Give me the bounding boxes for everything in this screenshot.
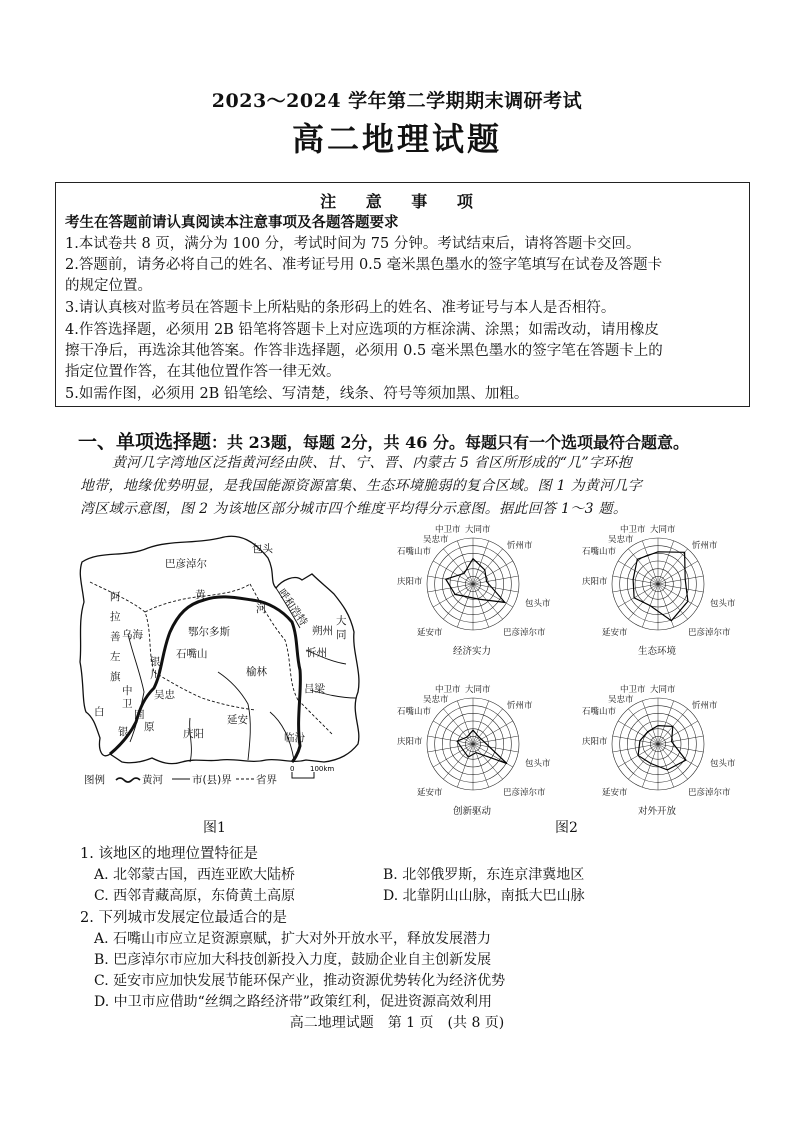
question-option: B. 巴彦淖尔市应加大科技创新投入力度，鼓励企业自主创新发展 [94,952,492,968]
radar-city-label: 忻州市 [692,541,718,551]
figure1-caption: 图1 [203,820,226,836]
map-label-qingyang: 庆阳 [183,728,204,740]
radar-grid [612,538,704,630]
radar-city-label: 延安市 [417,788,443,798]
radar-city-label: 庆阳市 [582,737,608,747]
notice-line: 擦干净后，再选涂其他答案。作答非选择题，必须用 0.5 毫米黑色墨水的签字笔在答题卡上的 [65,343,663,359]
radar-panel-openness [580,682,775,822]
question-option: C. 延安市应加快发展节能环保产业，推动资源优势转化为经济优势 [94,973,506,989]
map-label-shuozhou: 朔州 [312,625,333,637]
radar-city-label: 吴忠市 [608,535,634,545]
map-label-alashan: 阿 [110,591,121,603]
radar-city-label: 吴忠市 [423,535,449,545]
radar-city-label: 巴彦淖尔市 [688,788,731,798]
notice-line: 1.本试卷共 8 页，满分为 100 分，考试时间为 75 分钟。考试结束后，请将答题卡交回。 [65,236,641,252]
map-label-guyuan: 原 [144,721,155,733]
radar-city-label: 庆阳市 [397,737,423,747]
page-footer: 高二地理试题 第 1 页 (共 8 页) [289,1015,505,1031]
notice-box [55,182,750,407]
figure2-caption: 图2 [555,820,578,836]
radar-spoke [457,584,473,627]
radar-city-label: 忻州市 [507,701,533,711]
province-border [90,582,154,672]
map-label-wuhai: 乌海 [122,629,143,641]
radar-city-label: 大同市 [465,525,491,535]
map-label-river-he: 河 [256,603,267,615]
radar-grid [427,698,519,790]
radar-city-label: 吴忠市 [423,695,449,705]
legend-river-symbol [116,778,140,782]
question-option: D. 北靠阴山山脉，南抵大巴山脉 [383,888,585,904]
map-label-bayannaoer: 巴彦淖尔 [165,558,207,570]
question-option: D. 中卫市应借助“丝绸之路经济带”政策红利，促进资源高效利用 [94,994,492,1010]
radar-panel-economy [395,522,590,667]
section-desc: ：共 23题，每题 2分，共 46 分。每题只有一个选项最符合题意。 [211,433,689,452]
question-option: A. 石嘴山市应立足资源禀赋，扩大对外开放水平，释放发展潜力 [94,931,492,947]
map-label-datong: 同 [336,629,347,641]
notice-line: 3.请认真核对监考员在答题卡上所粘贴的条形码上的姓名、准考证号与本人是否相符。 [65,300,616,316]
notice-line: 的规定位置。 [65,278,152,294]
radar-city-label: 中卫市 [620,685,646,695]
map-label-baiyin: 白 [94,706,105,718]
map-label-zhongwei: 卫 [122,698,133,710]
radar-city-label: 大同市 [650,525,676,535]
map-label-yinchuan: 川 [150,669,161,681]
radar-city-label: 中卫市 [435,685,461,695]
region-map [70,522,370,800]
radar-title: 经济实力 [453,646,492,657]
radar-city-label: 巴彦淖尔市 [688,628,731,638]
map-label-guyuan: 固 [134,709,145,721]
question-option: B. 北邻俄罗斯，东连京津冀地区 [383,867,585,883]
radar-city-label: 庆阳市 [582,577,608,587]
radar-city-label: 巴彦淖尔市 [503,628,546,638]
yellow-river [110,597,300,762]
radar-spoke [658,744,674,787]
question-stem: 2. 下列城市发展定位最适合的是 [80,910,287,926]
exam-title: 2023～2024 学年第二学期期末调研考试 [211,90,583,112]
province-border [298,700,332,734]
radar-city-label: 延安市 [417,628,443,638]
notice-heading: 注 意 事 项 [320,192,485,211]
map-label-alashan: 善 [110,631,121,643]
radar-city-label: 石嘴山市 [582,707,617,717]
radar-panel-ecology [580,522,775,667]
intro-line: 湾区域示意图，图 2 为该地区部分城市四个维度平均得分示意图。据此回答 1～3 题。 [80,501,628,517]
radar-city-label: 大同市 [650,685,676,695]
legend-title: 图例 [84,774,105,786]
map-label-linfen: 临汾 [284,732,305,744]
map-legend [84,765,334,786]
radar-spoke [473,701,489,744]
radar-city-label: 包头市 [525,759,551,769]
legend-river-label: 黄河 [142,774,163,786]
radar-grid [427,538,519,630]
question-option: A. 北邻蒙古国，西连亚欧大陆桥 [94,867,296,883]
intro-line: 黄河几字湾地区泛指黄河经由陕、甘、宁、晋、内蒙古 5 省区所形成的“几”字环抱 [112,455,632,471]
city-border [190,718,192,762]
notice-line: 4.作答选择题，必须用 2B 铅笔将答题卡上对应选项的方框涂满、涂黑；如需改动，请用橡皮 [65,322,659,338]
intro-line: 地带，地缘优势明显，是我国能源资源富集、生态环境脆弱的复合区域。图 1 为黄河几字 [80,478,643,494]
section-heading [78,427,689,454]
radar-city-label: 巴彦淖尔市 [503,788,546,798]
radar-city-label: 包头市 [710,599,736,609]
notice-line: 指定位置作答，在其他位置作答一律无效。 [65,364,341,380]
map-label-alashan: 旗 [110,671,121,683]
radar-city-label: 延安市 [602,788,628,798]
section-title: 一、单项选择题 [78,431,212,453]
map-label-ordos: 鄂尔多斯 [188,626,230,638]
radar-grid [612,698,704,790]
radar-city-label: 延安市 [602,628,628,638]
map-label-baiyin: 银 [118,726,129,738]
radar-city-label: 石嘴山市 [582,547,617,557]
radar-spoke [658,541,674,584]
map-label-river-huang: 黄 [195,589,206,601]
map-label-lvliang: 吕梁 [304,683,325,695]
radar-city-label: 石嘴山市 [397,547,432,557]
notice-line: 5.如需作图，必须用 2B 铅笔绘、写清楚，线条、符号等须加黑、加粗。 [65,386,529,402]
notice-line: 2.答题前，请务必将自己的姓名、准考证号用 0.5 毫米黑色墨水的签字笔填写在试卷及答题卡 [65,257,663,273]
legend-city-label: 市(县)界 [192,774,232,786]
radar-city-label: 忻州市 [507,541,533,551]
legend-scale-value: 100km [310,765,335,773]
map-label-yinchuan: 银 [150,656,161,668]
map-label-xinzhou: 忻州 [306,647,327,659]
radar-title: 对外开放 [638,806,677,817]
question-option: C. 西邻青藏高原，东倚黄土高原 [94,888,296,904]
radar-city-label: 包头市 [710,759,736,769]
map-label-hohhot: 呼和浩特 [275,586,310,629]
radar-city-label: 吴忠市 [608,695,634,705]
radar-spoke [473,744,489,787]
radar-title: 创新驱动 [453,806,492,817]
subject-title: 高二地理试题 [291,120,502,158]
map-label-alashan: 左 [110,651,121,663]
radar-city-label: 庆阳市 [397,577,423,587]
map-label-zhongwei: 中 [122,685,133,697]
radar-city-label: 石嘴山市 [397,707,432,717]
radar-city-label: 中卫市 [435,525,461,535]
map-label-yulin: 榆林 [246,666,267,678]
map-label-yanan: 延安 [227,714,248,726]
radar-city-label: 忻州市 [692,701,718,711]
map-label-shizuishan: 石嘴山 [176,648,208,660]
radar-city-label: 包头市 [525,599,551,609]
radar-title: 生态环境 [638,646,677,657]
radar-spoke [642,541,658,584]
radar-spoke [473,584,489,627]
radar-panel-innovation [395,682,590,822]
map-label-datong: 大 [336,615,347,627]
question-stem: 1. 该地区的地理位置特征是 [80,846,258,862]
legend-scale-zero: 0 [290,765,295,773]
radar-spoke [642,701,658,744]
map-label-wuzhong: 吴忠 [154,689,175,701]
radar-trace [457,730,507,763]
legend-province-label: 省界 [256,774,277,786]
map-label-alashan: 拉 [110,611,121,623]
radar-city-label: 中卫市 [620,525,646,535]
radar-spoke [457,744,473,787]
notice-line: 考生在答题前请认真阅读本注意事项及各题答题要求 [65,214,399,231]
map-label-baotou: 包头 [252,543,273,555]
radar-city-label: 大同市 [465,685,491,695]
